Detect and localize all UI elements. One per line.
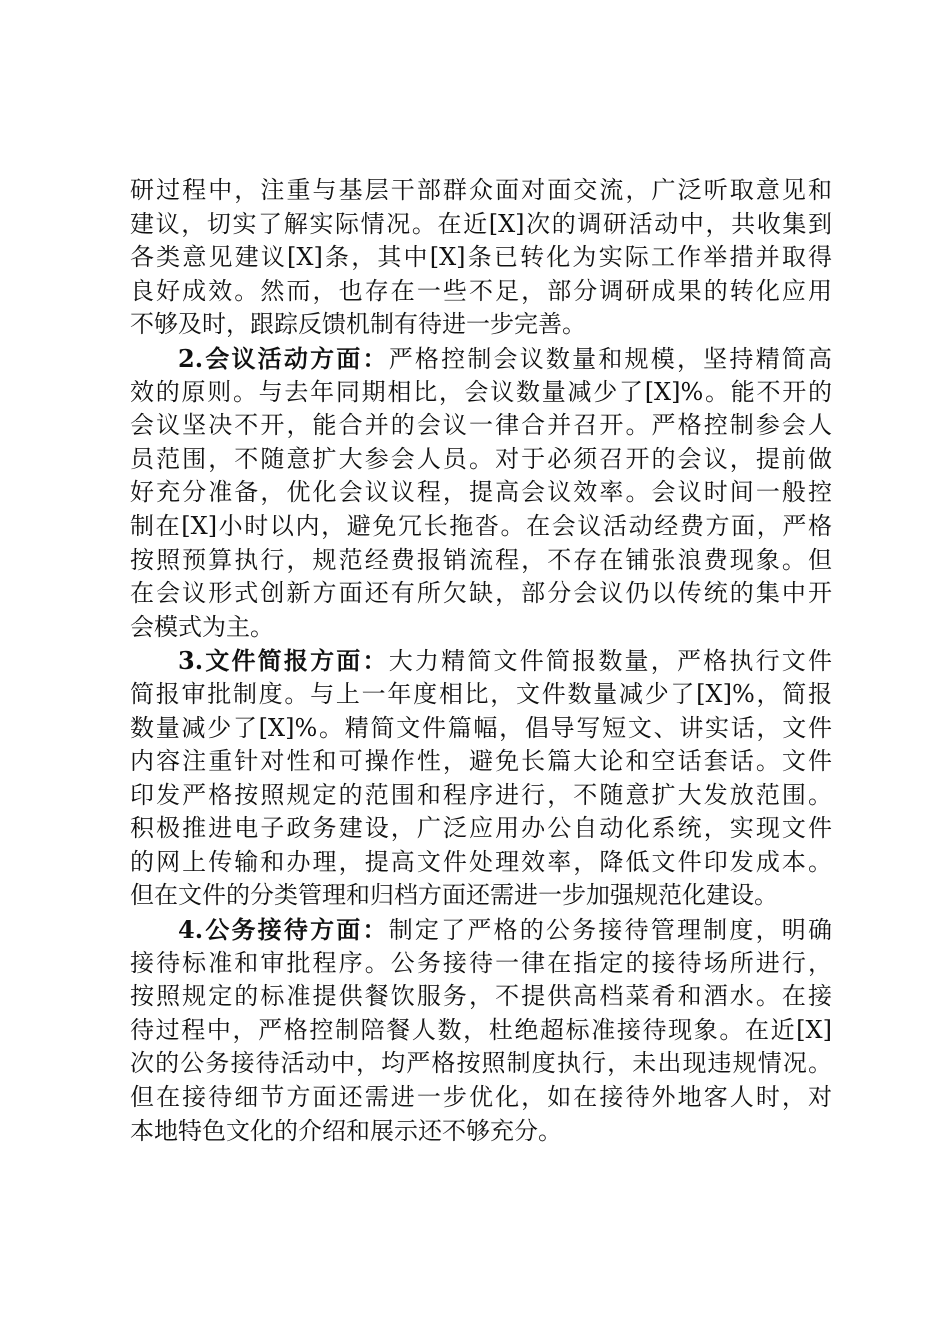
- text-line: 按照规定的标准提供餐饮服务，不提供高档菜肴和酒水。在接: [130, 982, 832, 1011]
- text-line: [130, 342, 832, 376]
- text-run: 大力精简文件简报数量，严格执行文件: [388, 647, 832, 676]
- paragraph: [130, 644, 832, 913]
- text-line: 但在接待细节方面还需进一步优化，如在接待外地客人时，对: [130, 1083, 832, 1112]
- text-line: 员范围，不随意扩大参会人员。对于必须召开的会议，提前做: [130, 444, 832, 473]
- text-line: 本地特色文化的介绍和展示还不够充分。: [130, 1116, 562, 1145]
- text-line: 会模式为主。: [130, 612, 274, 641]
- section-heading: 3.文件简报方面：: [178, 646, 389, 676]
- document-body: [130, 174, 832, 1148]
- section-heading: 4.公务接待方面：: [178, 915, 389, 945]
- text-line: 的网上传输和办理，提高文件处理效率，降低文件印发成本。: [130, 847, 832, 876]
- text-run: 严格控制会议数量和规模，坚持精简高: [388, 344, 832, 373]
- text-line: 积极推进电子政务建设，广泛应用办公自动化系统，实现文件: [130, 814, 832, 843]
- text-line: 按照预算执行，规范经费报销流程，不存在铺张浪费现象。但: [130, 545, 832, 574]
- text-line: 不够及时，跟踪反馈机制有待进一步完善。: [130, 310, 586, 339]
- section-heading: 2.会议活动方面：: [178, 343, 389, 373]
- text-line: 建议，切实了解实际情况。在近[X]次的调研活动中，共收集到: [130, 209, 832, 238]
- text-line: 研过程中，注重与基层干部群众面对面交流，广泛听取意见和: [130, 176, 832, 204]
- text-line: 在会议形式创新方面还有所欠缺，部分会议仍以传统的集中开: [130, 579, 832, 608]
- text-line: [130, 913, 832, 947]
- text-line: 但在文件的分类管理和归档方面还需进一步加强规范化建设。: [130, 881, 778, 910]
- paragraph: [130, 174, 832, 342]
- text-line: 待过程中，严格控制陪餐人数，杜绝超标准接待现象。在近[X]: [130, 1015, 832, 1044]
- text-run: 制定了严格的公务接待管理制度，明确: [388, 916, 832, 945]
- text-line: 次的公务接待活动中，均严格按照制度执行，未出现违规情况。: [130, 1049, 832, 1078]
- text-line: [130, 644, 832, 678]
- text-line: 接待标准和审批程序。公务接待一律在指定的接待场所进行，: [130, 948, 832, 977]
- text-line: 简报审批制度。与上一年度相比，文件数量减少了[X]%，简报: [130, 679, 832, 708]
- text-line: 好充分准备，优化会议议程，提高会议效率。会议时间一般控: [130, 478, 832, 507]
- paragraph: [130, 913, 832, 1148]
- text-line: 会议坚决不开，能合并的会议一律合并召开。严格控制参会人: [130, 411, 832, 440]
- text-line: 各类意见建议[X]条，其中[X]条已转化为实际工作举措并取得: [130, 243, 832, 272]
- text-line: 制在[X]小时以内，避免冗长拖沓。在会议活动经费方面，严格: [130, 511, 832, 540]
- text-line: 数量减少了[X]%。精简文件篇幅，倡导写短文、讲实话，文件: [130, 713, 832, 742]
- text-line: 印发严格按照规定的范围和程序进行，不随意扩大发放范围。: [130, 780, 832, 809]
- paragraph: [130, 342, 832, 644]
- text-line: 良好成效。然而，也存在一些不足，部分调研成果的转化应用: [130, 276, 832, 305]
- text-line: 内容注重针对性和可操作性，避免长篇大论和空话套话。文件: [130, 747, 832, 776]
- text-line: 效的原则。与去年同期相比，会议数量减少了[X]%。能不开的: [130, 377, 832, 406]
